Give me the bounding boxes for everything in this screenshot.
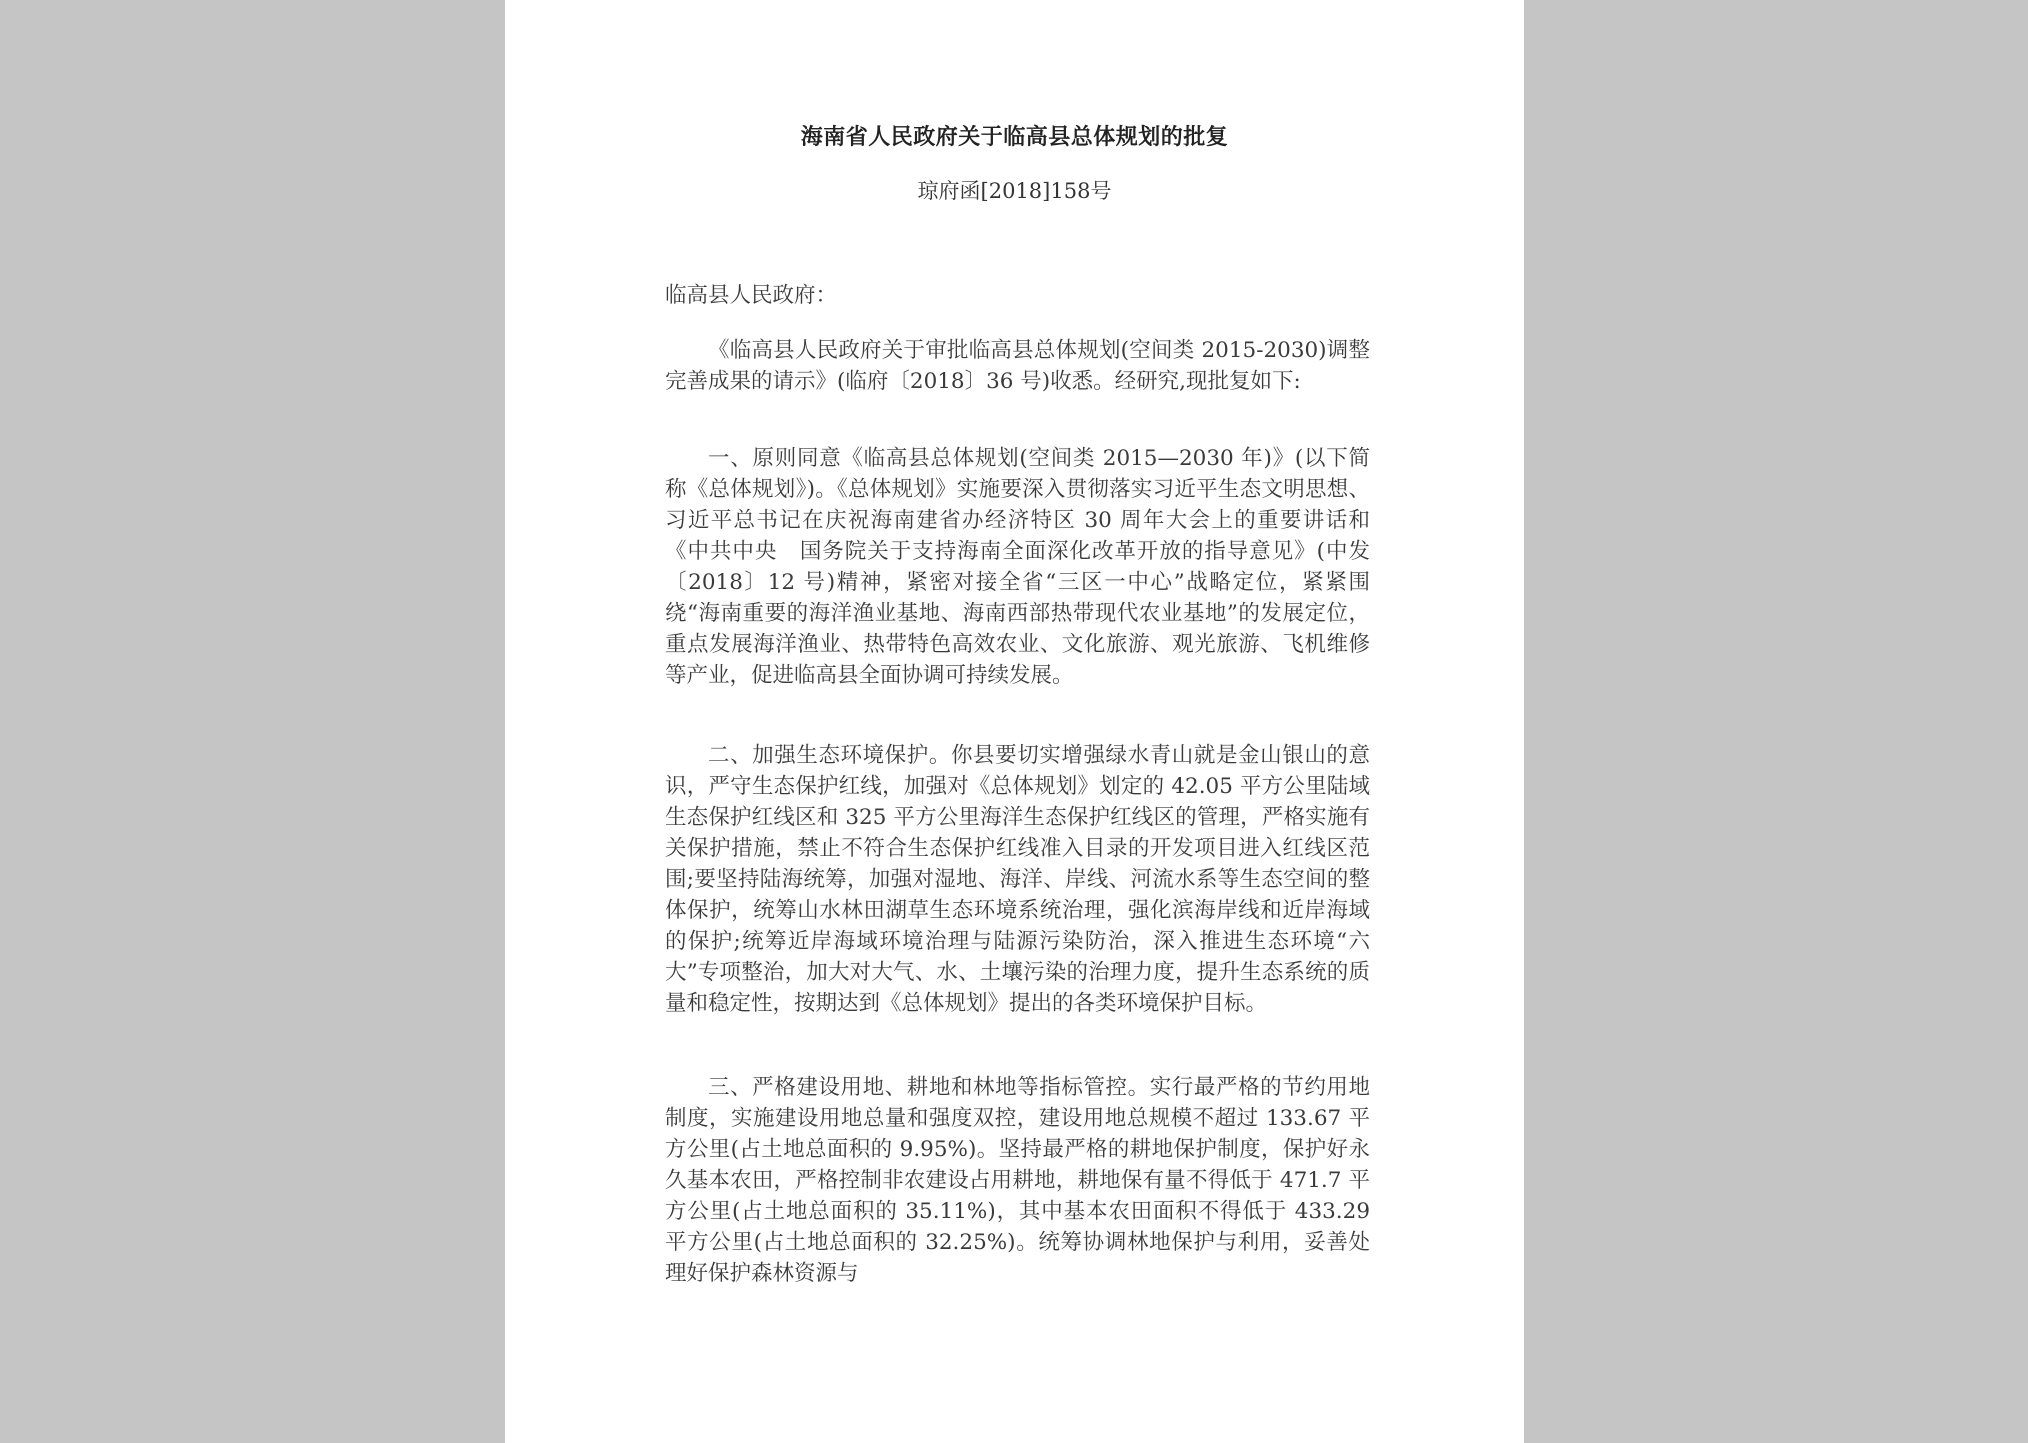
- addressee: 临高县人民政府：: [665, 283, 838, 308]
- paragraph-intro: 《临高县人民政府关于审批临高县总体规划(空间类 2015-2030)调整完善成果的请示》(临府〔2018〕36 号)收悉。经研究,现批复如下:: [665, 338, 1370, 394]
- document-title: 海南省人民政府关于临高县总体规划的批复: [800, 124, 1229, 150]
- paragraph-section-one: 一、原则同意《临高县总体规划(空间类 2015—2030 年)》(以下简称《总体规划》)。《总体规划》实施要深入贯彻落实习近平生态文明思想、习近平总书记在庆祝海南建省办经济特区 30 周年大会上的重要讲话和《中共中央 国务院关于支持海南全面深化改革开放的指导意见》(中发〔2018〕12 号)精神，紧密对接全省“三区一中心”战略定位，紧紧围绕“海南重要的海洋渔业基地、海南西部热带现代农业基地”的发展定位，重点发展海洋渔业、热带特色高效农业、文化旅游、观光旅游、飞机维修等产业，促进临高县全面协调可持续发展。: [665, 446, 1370, 688]
- paragraph-section-two: 二、加强生态环境保护。你县要切实增强绿水青山就是金山银山的意识，严守生态保护红线，加强对《总体规划》划定的 42.05 平方公里陆域生态保护红线区和 325 平方公里海洋生态保护红线区的管理，严格实施有关保护措施，禁止不符合生态保护红线准入目录的开发项目进入红线区范围;要坚持陆海统筹，加强对湿地、海洋、岸线、河流水系等生态空间的整体保护，统筹山水林田湖草生态环境系统治理，强化滨海岸线和近岸海域的保护;统筹近岸海域环境治理与陆源污染防治，深入推进生态环境“六大”专项整治，加大对大气、水、土壤污染的治理力度，提升生态系统的质量和稳定性，按期达到《总体规划》提出的各类环境保护目标。: [665, 743, 1370, 1016]
- paragraph-section-three: 三、严格建设用地、耕地和林地等指标管控。实行最严格的节约用地制度，实施建设用地总量和强度双控，建设用地总规模不超过 133.67 平方公里(占土地总面积的 9.95%)。坚持最严格的耕地保护制度，保护好永久基本农田，严格控制非农建设占用耕地，耕地保有量不得低于 471.7 平方公里(占土地总面积的 35.11%)，其中基本农田面积不得低于 433.29 平方公里(占土地总面积的 32.25%)。统筹协调林地保护与利用，妥善处理好保护森林资源与: [665, 1075, 1370, 1286]
- document-page: [505, 0, 1524, 1443]
- document-number: 琼府函[2018]158号: [917, 179, 1112, 203]
